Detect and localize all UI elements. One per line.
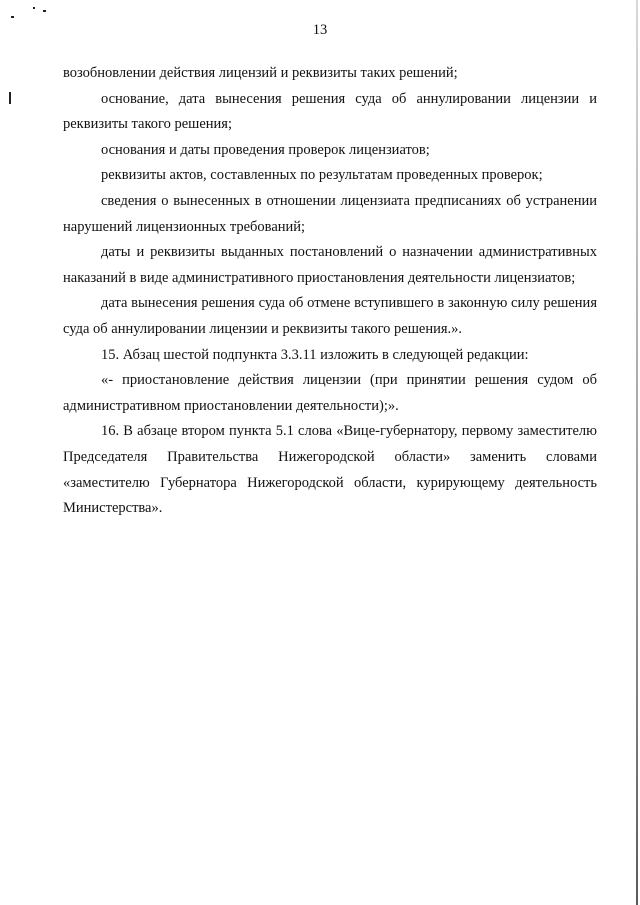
scan-artifact [11,16,14,18]
paragraph-inspection-grounds: основания и даты проведения проверок лицензиатов; [101,141,430,158]
paragraph-court-annulment-basis: основание, дата вынесения решения суда об аннулировании лицензии и реквизиты такого решения; [63,90,597,133]
paragraph-court-cancellation: дата вынесения решения суда об отмене вступившего в законную силу решения суда об аннулировании лицензии и реквизиты такого решения.». [63,295,597,337]
paragraph-inspection-acts: реквизиты актов, составленных по результатам проведенных проверок; [101,167,543,184]
document-body [63,61,597,522]
paragraph-orders-info: сведения о вынесенных в отношении лицензиата предписаниях об устранении нарушений лицензионных требований; [63,192,597,235]
scan-artifact [9,92,11,104]
scan-edge-shadow [636,0,638,905]
paragraph-penalty-resolutions: даты и реквизиты выданных постановлений о назначении административных наказаний в виде административного приостановления деятельности лицензиатов; [63,244,597,286]
scan-artifact [33,7,35,9]
paragraph-item-16: 16. В абзаце втором пункта 5.1 слова «Вице-губернатору, первому заместителю Председателя Правительства Нижегородской области» заменить словами «заместителю Губернатора Нижегородской области, курирующему деятельность Министерства». [63,423,597,517]
scan-artifact [43,10,46,12]
page-number: 13 [312,22,328,38]
paragraph-item-15-quote: «- приостановление действия лицензии (при принятии решения судом об административном приостановлении деятельности);». [63,372,597,414]
paragraph-continuation: возобновлении действия лицензий и реквизиты таких решений; [63,65,458,81]
paragraph-item-15: 15. Абзац шестой подпункта 3.3.11 изложить в следующей редакции: [101,346,529,363]
